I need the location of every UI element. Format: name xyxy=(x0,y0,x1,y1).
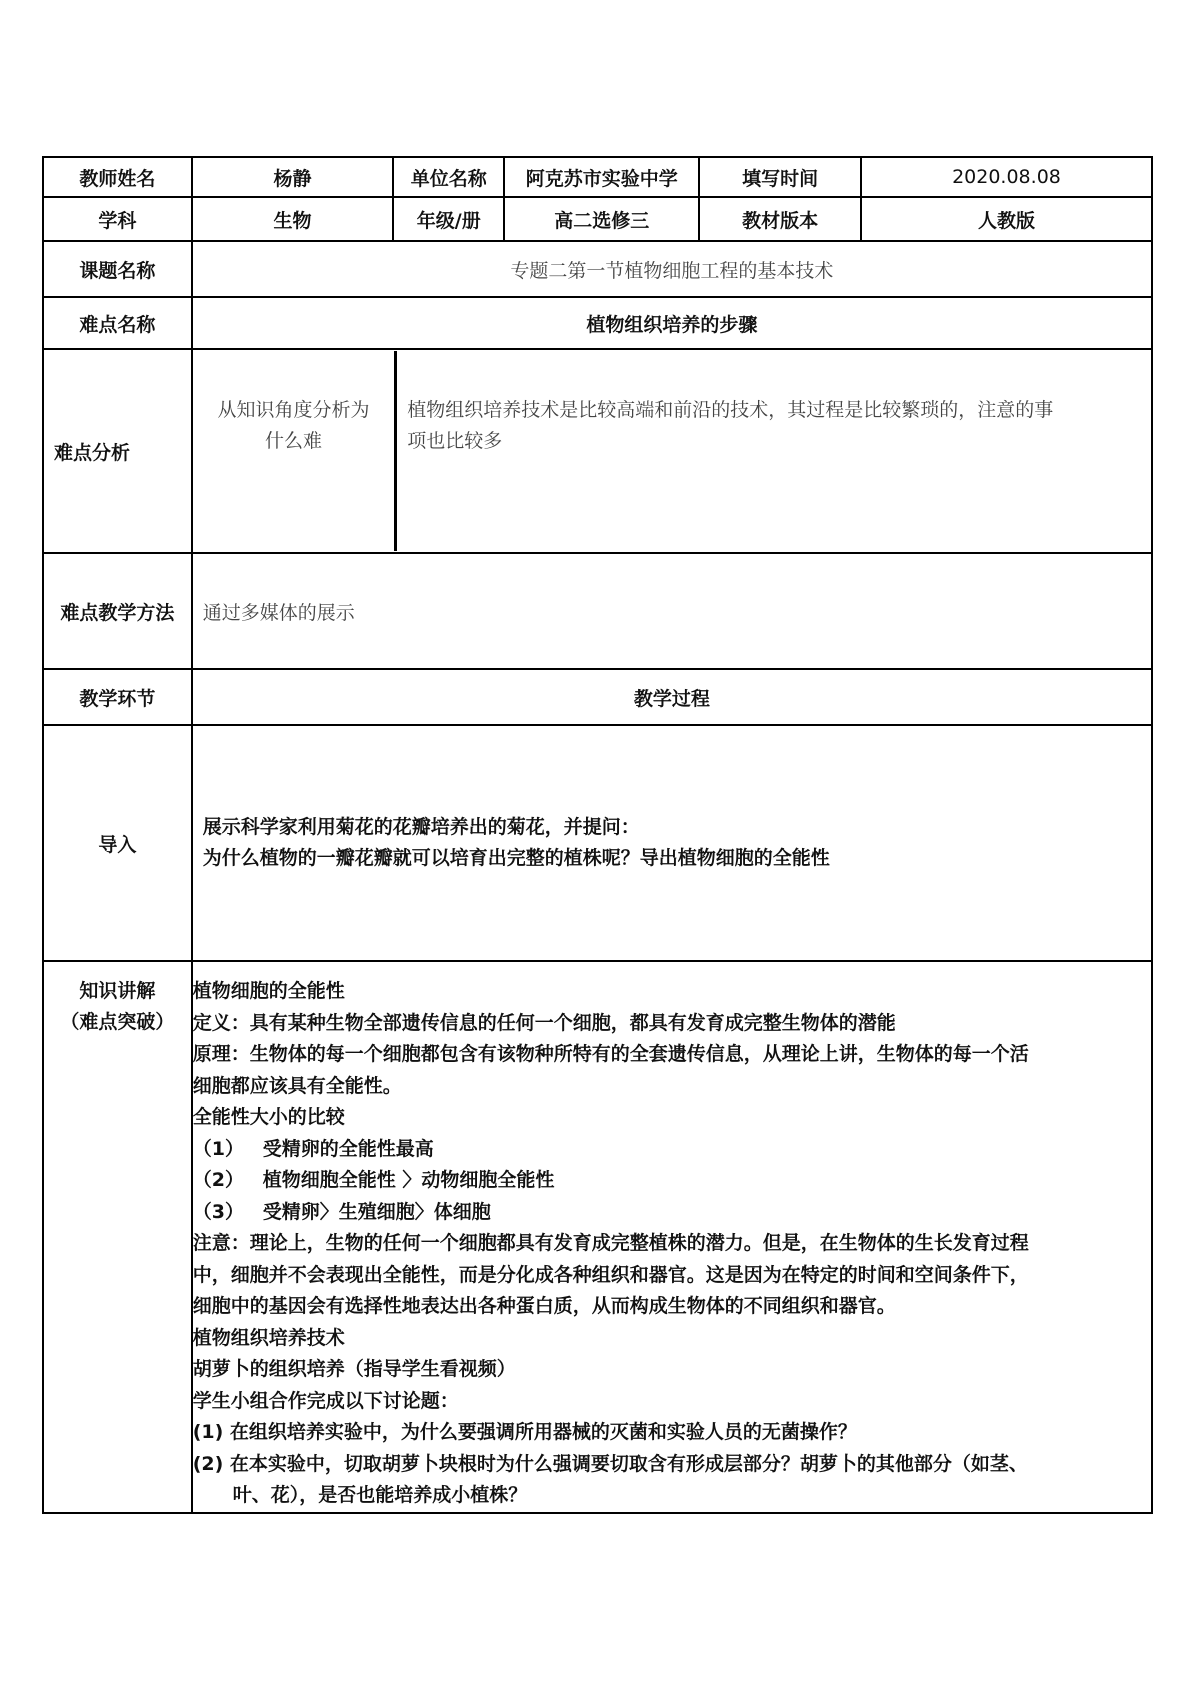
compare-item xyxy=(193,1165,1151,1197)
intro-row xyxy=(43,725,1152,961)
analysis-sub-label xyxy=(193,351,396,551)
header-row-1 xyxy=(43,157,1152,197)
process-header-label: 教学环节 xyxy=(43,669,192,725)
grade-value: 高二选修三 xyxy=(504,197,699,241)
date-value: 2020.08.08 xyxy=(861,157,1152,197)
method-row xyxy=(43,553,1152,669)
subject-value: 生物 xyxy=(192,197,394,241)
knowledge-line: 细胞都应该具有全能性。 xyxy=(192,1074,402,1097)
unit-label: 单位名称 xyxy=(393,157,504,197)
knowledge-line: 中，细胞并不会表现出全能性，而是分化成各种组织和器官。这是因为在特定的时间和空间条件下， xyxy=(192,1263,1029,1286)
difficulty-row xyxy=(43,297,1152,349)
process-header-row xyxy=(43,669,1152,725)
knowledge-line: 注意：理论上，生物的任何一个细胞都具有发育成完整植株的潜力。但是，在生物体的生长发育过程 xyxy=(192,1232,1029,1254)
textbook-label: 教材版本 xyxy=(699,197,861,241)
method-label: 难点教学方法 xyxy=(43,553,192,669)
knowledge-row xyxy=(43,961,1152,1513)
compare-item xyxy=(193,1197,1151,1229)
knowledge-line: 学生小组合作完成以下讨论题： xyxy=(192,1389,459,1412)
topic-row xyxy=(43,241,1152,297)
knowledge-line: 叶、花），是否也能培养成小植株？ xyxy=(232,1484,528,1506)
teacher-label: 教师姓名 xyxy=(43,157,192,197)
analysis-content xyxy=(396,351,1151,551)
analysis-cell xyxy=(192,349,1152,553)
subject-label: 学科 xyxy=(43,197,192,241)
compare-text: 植物细胞全能性 〉动物细胞全能性 xyxy=(262,1169,555,1191)
intro-label: 导入 xyxy=(43,725,192,961)
topic-value: 专题二第一节植物细胞工程的基本技术 xyxy=(192,241,1152,297)
knowledge-line: 植物细胞的全能性 xyxy=(192,980,345,1002)
compare-text: 受精卵的全能性最高 xyxy=(262,1137,434,1160)
intro-content xyxy=(192,725,1152,961)
compare-text: 受精卵〉生殖细胞〉体细胞 xyxy=(262,1200,491,1223)
knowledge-line: (1) 在组织培养实验中，为什么要强调所用器械的灭菌和实验人员的无菌操作？ xyxy=(192,1421,857,1443)
header-row-2 xyxy=(43,197,1152,241)
knowledge-content xyxy=(192,961,1152,1513)
teacher-value: 杨静 xyxy=(192,157,394,197)
analysis-label: 难点分析 xyxy=(43,349,192,553)
knowledge-line: 全能性大小的比较 xyxy=(192,1106,345,1128)
knowledge-line: 植物组织培养技术 xyxy=(192,1326,345,1349)
knowledge-line: 原理：生物体的每一个细胞都包含有该物种所特有的全套遗传信息，从理论上讲，生物体的每一个活 xyxy=(192,1043,1029,1065)
intro-line-2: 为什么植物的一瓣花瓣就可以培育出完整的植株呢？导出植物细胞的全能性 xyxy=(202,847,830,869)
compare-num: （2） xyxy=(192,1169,244,1191)
intro-line-1: 展示科学家利用菊花的花瓣培养出的菊花，并提问： xyxy=(202,816,640,838)
analysis-row xyxy=(43,349,1152,553)
topic-label: 课题名称 xyxy=(43,241,192,297)
knowledge-line: 细胞中的基因会有选择性地表达出各种蛋白质，从而构成生物体的不同组织和器官。 xyxy=(192,1295,896,1317)
unit-value: 阿克苏市实验中学 xyxy=(504,157,699,197)
difficulty-value: 植物组织培养的步骤 xyxy=(192,297,1152,349)
textbook-value: 人教版 xyxy=(861,197,1152,241)
difficulty-label: 难点名称 xyxy=(43,297,192,349)
analysis-sub-label-line1: 从知识角度分析为 xyxy=(217,399,370,421)
knowledge-label xyxy=(43,961,192,1513)
analysis-content-line1: 植物组织培养技术是比较高端和前沿的技术，其过程是比较繁琐的，注意的事 xyxy=(407,399,1054,421)
analysis-content-line2: 项也比较多 xyxy=(407,430,503,452)
compare-num: （3） xyxy=(192,1200,244,1223)
grade-label: 年级/册 xyxy=(393,197,504,241)
lesson-plan-table xyxy=(42,156,1153,1514)
analysis-sub-label-line2: 什么难 xyxy=(264,430,322,452)
knowledge-label-line2: （难点突破） xyxy=(60,1011,175,1033)
date-label: 填写时间 xyxy=(699,157,861,197)
knowledge-line: 胡萝卜的组织培养（指导学生看视频） xyxy=(192,1358,516,1380)
compare-num: （1） xyxy=(192,1137,244,1160)
process-header-value: 教学过程 xyxy=(192,669,1152,725)
knowledge-line: 定义：具有某种生物全部遗传信息的任何一个细胞，都具有发育成完整生物体的潜能 xyxy=(192,1011,896,1034)
method-value: 通过多媒体的展示 xyxy=(192,553,1152,669)
knowledge-label-line1: 知识讲解 xyxy=(79,980,156,1002)
knowledge-line: (2) 在本实验中，切取胡萝卜块根时为什么强调要切取含有形成层部分？胡萝卜的其他部分（如茎、 xyxy=(192,1452,1028,1475)
analysis-inner xyxy=(193,351,1151,551)
compare-item xyxy=(193,1134,1151,1166)
